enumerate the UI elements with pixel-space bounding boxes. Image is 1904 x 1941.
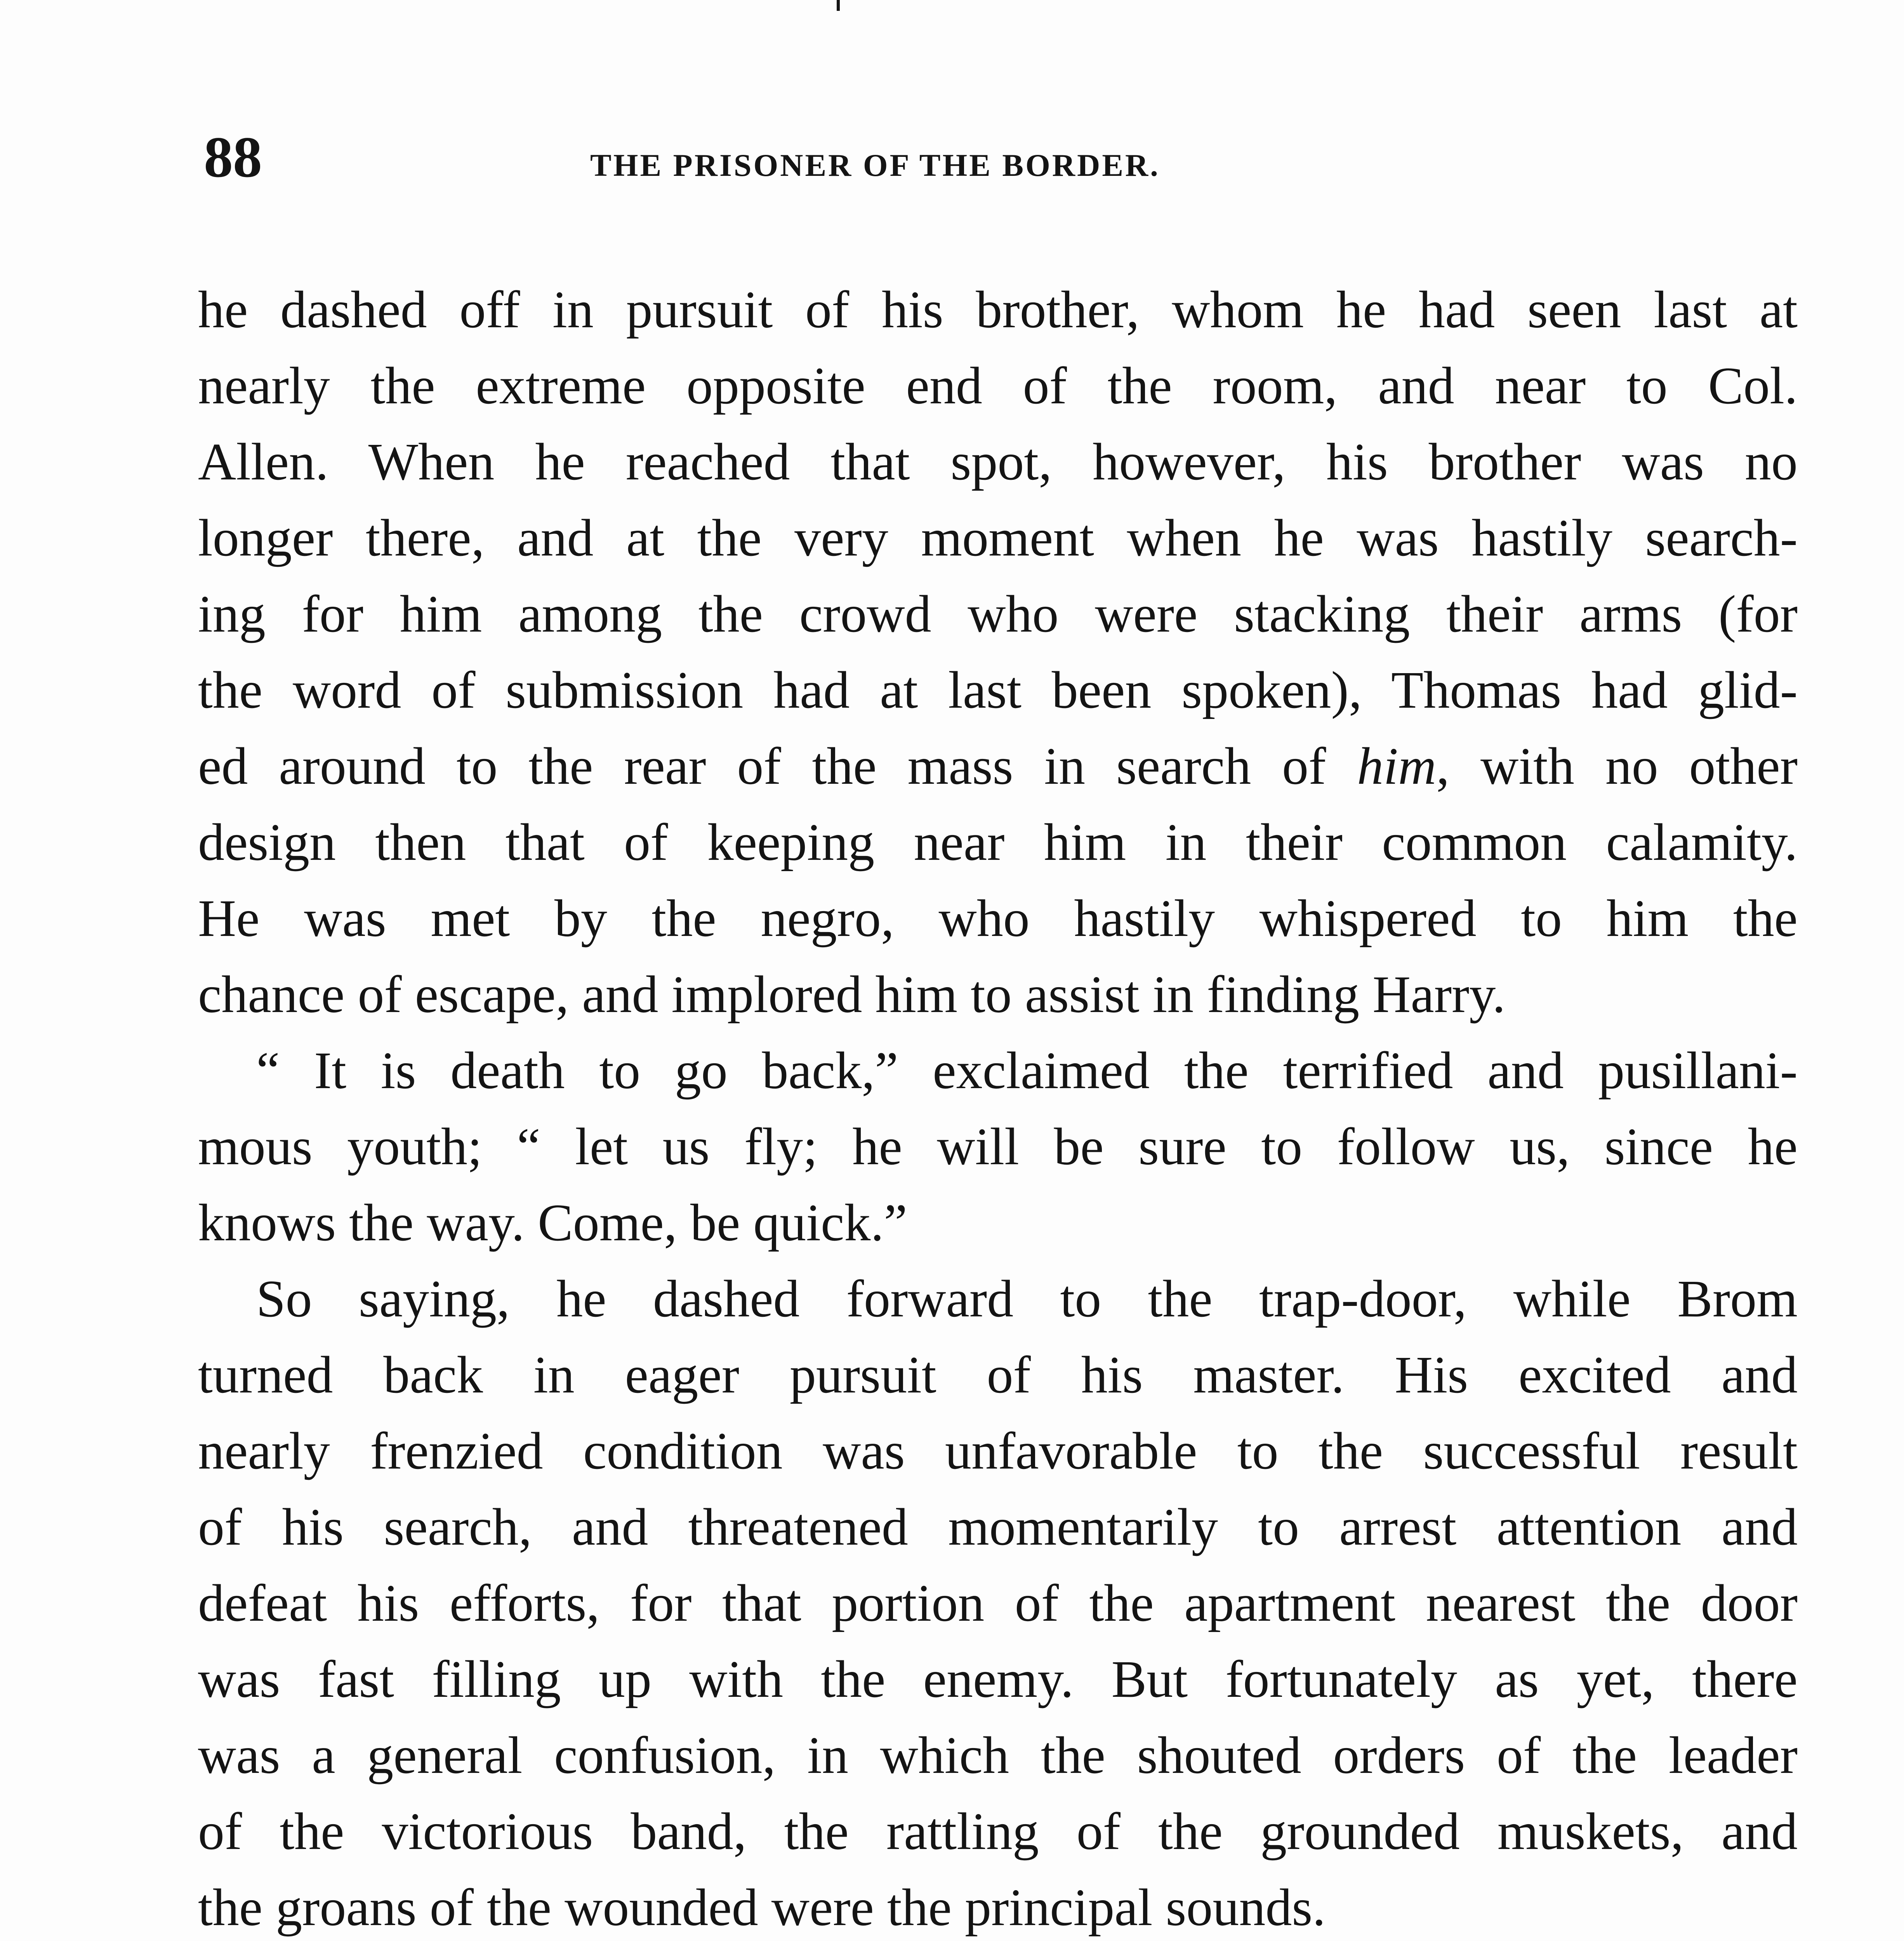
- text-line: mous youth; “ let us fly; he will be sure to follow us, since he: [198, 1118, 1798, 1176]
- text-span: , with no other: [1436, 737, 1798, 795]
- text-line: the groans of the wounded were the principal sounds.: [198, 1878, 1326, 1937]
- text-line: He was met by the negro, who hastily whispered to him the: [198, 889, 1798, 948]
- text-span: ed around to the rear of the mass in search of: [198, 737, 1357, 795]
- text-line: nearly the extreme opposite end of the room, and near to Col.: [198, 357, 1798, 415]
- text-line: [198, 728, 1798, 804]
- text-line: he dashed off in pursuit of his brother, whom he had seen last at: [198, 281, 1798, 339]
- text-line: longer there, and at the very moment when he was hastily search-: [198, 509, 1798, 567]
- text-line: chance of escape, and implored him to assist in finding Harry.: [198, 965, 1506, 1024]
- text-line: defeat his efforts, for that portion of the apartment nearest the door: [198, 1574, 1798, 1632]
- running-header: THE PRISONER OF THE BORDER.: [590, 148, 1160, 183]
- text-line: of the victorious band, the rattling of the grounded muskets, and: [198, 1802, 1798, 1861]
- body-text: [198, 272, 1798, 1941]
- text-line: turned back in eager pursuit of his master. His excited and: [198, 1346, 1798, 1404]
- text-line: nearly frenzied condition was unfavorable to the successful result: [198, 1422, 1798, 1480]
- text-line: the word of submission had at last been spoken), Thomas had glid-: [198, 661, 1798, 719]
- text-line: knows the way. Come, be quick.”: [198, 1194, 907, 1252]
- italic-emphasis: him: [1357, 737, 1437, 795]
- text-line: Allen. When he reached that spot, however, his brother was no: [198, 433, 1798, 491]
- page-number: 88: [204, 125, 262, 189]
- text-line: was a general confusion, in which the shouted orders of the leader: [198, 1726, 1798, 1785]
- paragraph-first-line: So saying, he dashed forward to the trap-door, while Brom: [256, 1270, 1798, 1328]
- text-line: ing for him among the crowd who were stacking their arms (for: [198, 585, 1798, 643]
- text-line: was fast filling up with the enemy. But fortunately as yet, there: [198, 1650, 1798, 1708]
- paragraph-first-line: “ It is death to go back,” exclaimed the terrified and pusillani-: [256, 1042, 1798, 1100]
- text-line: design then that of keeping near him in their common calamity.: [198, 813, 1798, 872]
- text-line: of his search, and threatened momentarily to arrest attention and: [198, 1498, 1798, 1556]
- print-mark: [837, 0, 840, 11]
